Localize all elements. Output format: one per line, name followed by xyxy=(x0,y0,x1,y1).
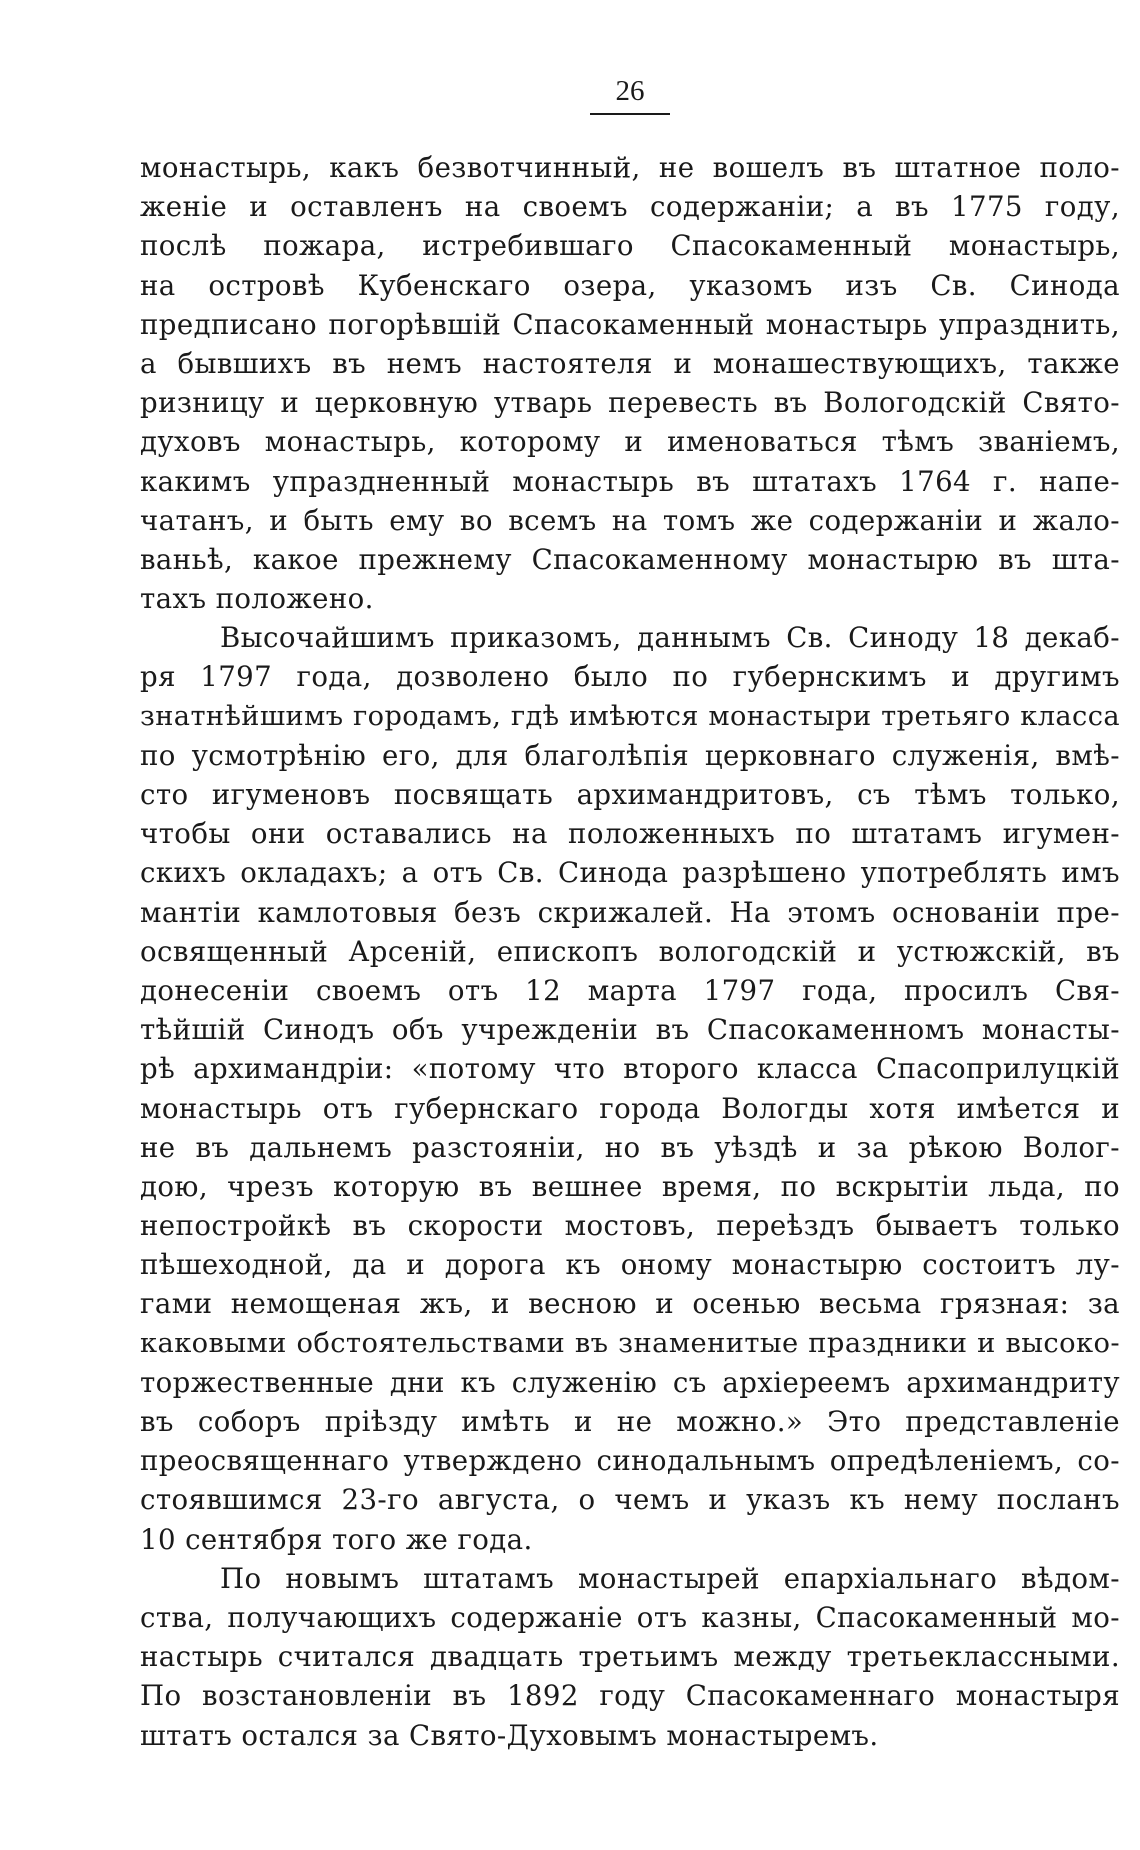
text-line: а бывшихъ въ немъ настоятеля и монашествующихъ, также xyxy=(140,346,1120,380)
text-line: по усмотрѣнію его, для благолѣпія церковнаго служенія, вмѣ- xyxy=(140,738,1120,772)
text-line: ваньѣ, какое прежнему Спасокаменному монастырю въ шта- xyxy=(140,542,1120,576)
text-line: на островѣ Кубенскаго озера, указомъ изъ Св. Синода xyxy=(140,268,1120,302)
text-line: какимъ упраздненный монастырь въ штатахъ 1764 г. напе- xyxy=(140,464,1120,498)
text-line: не въ дальнемъ разстояніи, но въ уѣздѣ и за рѣкою Волог- xyxy=(140,1130,1120,1164)
text-line: ря 1797 года, дозволено было по губернскимъ и другимъ xyxy=(140,660,1120,694)
text-line: предписано погорѣвшій Спасокаменный монастырь упразднить, xyxy=(140,307,1120,341)
paragraph-2 xyxy=(140,618,1120,1559)
text-line: послѣ пожара, истребившаго Спасокаменный монастырь, xyxy=(140,229,1120,263)
text-line: монастырь, какъ безвотчинный, не вошелъ въ штатное поло- xyxy=(140,151,1120,184)
text-line: чатанъ, и быть ему во всемъ на томъ же содержаніи и жало- xyxy=(140,503,1120,537)
text-line: женіе и оставленъ на своемъ содержаніи; а въ 1775 году, xyxy=(140,190,1120,224)
text-line: ризницу и церковную утварь перевесть въ Вологодскій Свято- xyxy=(140,386,1120,420)
text-line: въ соборъ пріѣзду имѣть и не можно.» Это представленіе xyxy=(140,1405,1120,1438)
text-line: ства, получающихъ содержаніе отъ казны, Спасокаменный мо- xyxy=(140,1600,1120,1634)
text-line: чтобы они оставались на положенныхъ по штатамъ игумен- xyxy=(140,817,1120,851)
text-line: дою, чрезъ которую въ вешнее время, по вскрытіи льда, по xyxy=(140,1169,1120,1203)
text-line: По возстановленіи въ 1892 году Спасокаменнаго монастыря xyxy=(140,1679,1120,1713)
text-line: духовъ монастырь, которому и именоваться тѣмъ званіемъ, xyxy=(140,425,1120,459)
text-line: По новымъ штатамъ монастырей епархіальнаго вѣдом- xyxy=(220,1561,1120,1595)
text-line: стоявшимся 23-го августа, о чемъ и указъ къ нему посланъ xyxy=(140,1483,1120,1517)
body-text xyxy=(140,148,1120,1755)
text-line: донесеніи своемъ отъ 12 марта 1797 года, просилъ Свя- xyxy=(140,973,1120,1007)
page-number-rule xyxy=(590,113,670,115)
text-line: Высочайшимъ приказомъ, даннымъ Св. Синоду 18 декаб- xyxy=(220,621,1120,655)
text-line: тѣйшій Синодъ объ учрежденіи въ Спасокаменномъ монасты- xyxy=(140,1013,1120,1047)
paragraph-1 xyxy=(140,148,1120,618)
paragraph-3 xyxy=(140,1559,1120,1755)
text-line: пѣшеходной, да и дорога къ оному монастырю состоитъ лу- xyxy=(140,1248,1120,1282)
text-line: каковыми обстоятельствами въ знаменитые праздники и высоко- xyxy=(140,1327,1120,1359)
text-line: сто игуменовъ посвящать архимандритовъ, съ тѣмъ только, xyxy=(140,778,1120,811)
text-line: настырь считался двадцать третьимъ между третьеклассными. xyxy=(140,1640,1120,1674)
text-line: тахъ положено. xyxy=(140,582,374,616)
text-line: штатъ остался за Свято-Духовымъ монастыремъ. xyxy=(140,1718,879,1752)
text-line: непостройкѣ въ скорости мостовъ, переѣздъ бываетъ только xyxy=(140,1209,1120,1243)
text-line: знатнѣйшимъ городамъ, гдѣ имѣются монастыри третьяго класса xyxy=(140,700,1120,732)
text-line: 10 сентября того же года. xyxy=(140,1522,533,1556)
text-line: преосвященнаго утверждено синодальнымъ опредѣленіемъ, со- xyxy=(140,1444,1120,1478)
text-line: освященный Арсеній, епископъ вологодскій и устюжскій, въ xyxy=(140,934,1120,968)
page-number: 26 xyxy=(615,75,645,107)
text-line: торжественные дни къ служенію съ архіереемъ архимандриту xyxy=(140,1365,1120,1399)
text-line: монастырь отъ губернскаго города Вологды хотя имѣется и xyxy=(140,1091,1120,1125)
text-line: рѣ архимандріи: «потому что второго класса Спасоприлуцкій xyxy=(140,1052,1120,1086)
text-line: скихъ окладахъ; а отъ Св. Синода разрѣшено употреблять имъ xyxy=(140,856,1120,890)
text-line: гами немощеная жъ, и весною и осенью весьма грязная: за xyxy=(140,1287,1120,1321)
text-line: мантіи камлотовыя безъ скрижалей. На этомъ основаніи пре- xyxy=(140,895,1120,929)
